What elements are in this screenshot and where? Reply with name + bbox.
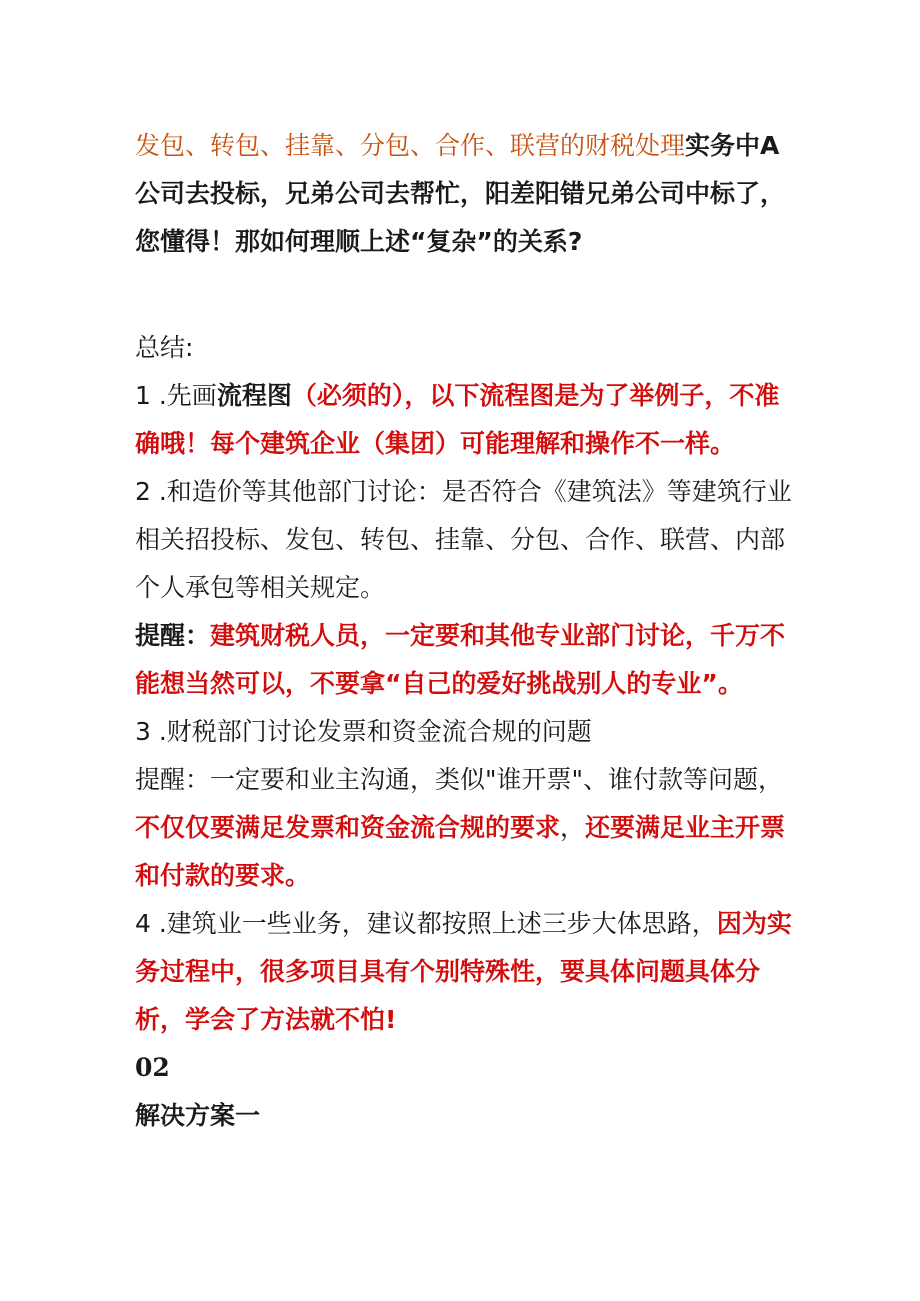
document-title (135, 122, 795, 266)
reminder1-red: 建筑财税人员，一定要和其他专业部门讨论，千万不能想当然可以，不要拿“自己的爱好挑战别人的专业”。 (135, 621, 786, 698)
item4-red: 因为实务过程中，很多项目具有个别特殊性，要具体问题具体分析，学会了方法就不怕! (135, 909, 792, 1034)
item1-bold: 流程图 (216, 381, 292, 410)
summary-label: 总结: (135, 333, 194, 362)
title-topic: 发包、转包、挂靠、分包、合作、联营的财税处理 (135, 131, 686, 160)
summary-item-2: 2 .和造价等其他部门讨论：是否符合《建筑法》等建筑行业相关招投标、发包、转包、挂靠、分包、合作、联营、内部个人承包等相关规定。 (135, 477, 792, 602)
document-body (135, 122, 795, 1140)
item4-text: 4 .建筑业一些业务，建议都按照上述三步大体思路， (135, 909, 717, 938)
item1-red: （必须的），以下流程图是为了举例子，不准确哦！每个建筑企业（集团）可能理解和操作不一样。 (135, 381, 780, 458)
reminder2-red-1: 不仅仅要满足发票和资金流合规的要求 (135, 813, 561, 842)
summary-item-4 (135, 900, 795, 1044)
item1-prefix: 1 .先画 (135, 381, 217, 410)
reminder2-text: 提醒：一定要和业主沟通，类似"谁开票"、谁付款等问题， (135, 765, 784, 794)
summary-item-1 (135, 372, 795, 468)
reminder-2 (135, 756, 795, 900)
summary-item-3: 3 .财税部门讨论发票和资金流合规的问题 (135, 717, 592, 746)
reminder2-comma: ， (560, 813, 586, 842)
section-title: 解决方案一 (135, 1101, 261, 1130)
title-question: 实务中A公司去投标，兄弟公司去帮忙，阳差阳错兄弟公司中标了，您懂得！那如何理顺上述“复杂”的关系? (135, 131, 786, 256)
reminder-1 (135, 612, 795, 708)
reminder1-label: 提醒： (135, 621, 211, 650)
reminder2-red-2: 还要满足业主开票和付款的要求。 (135, 813, 786, 890)
section-number: 02 (135, 1053, 170, 1082)
